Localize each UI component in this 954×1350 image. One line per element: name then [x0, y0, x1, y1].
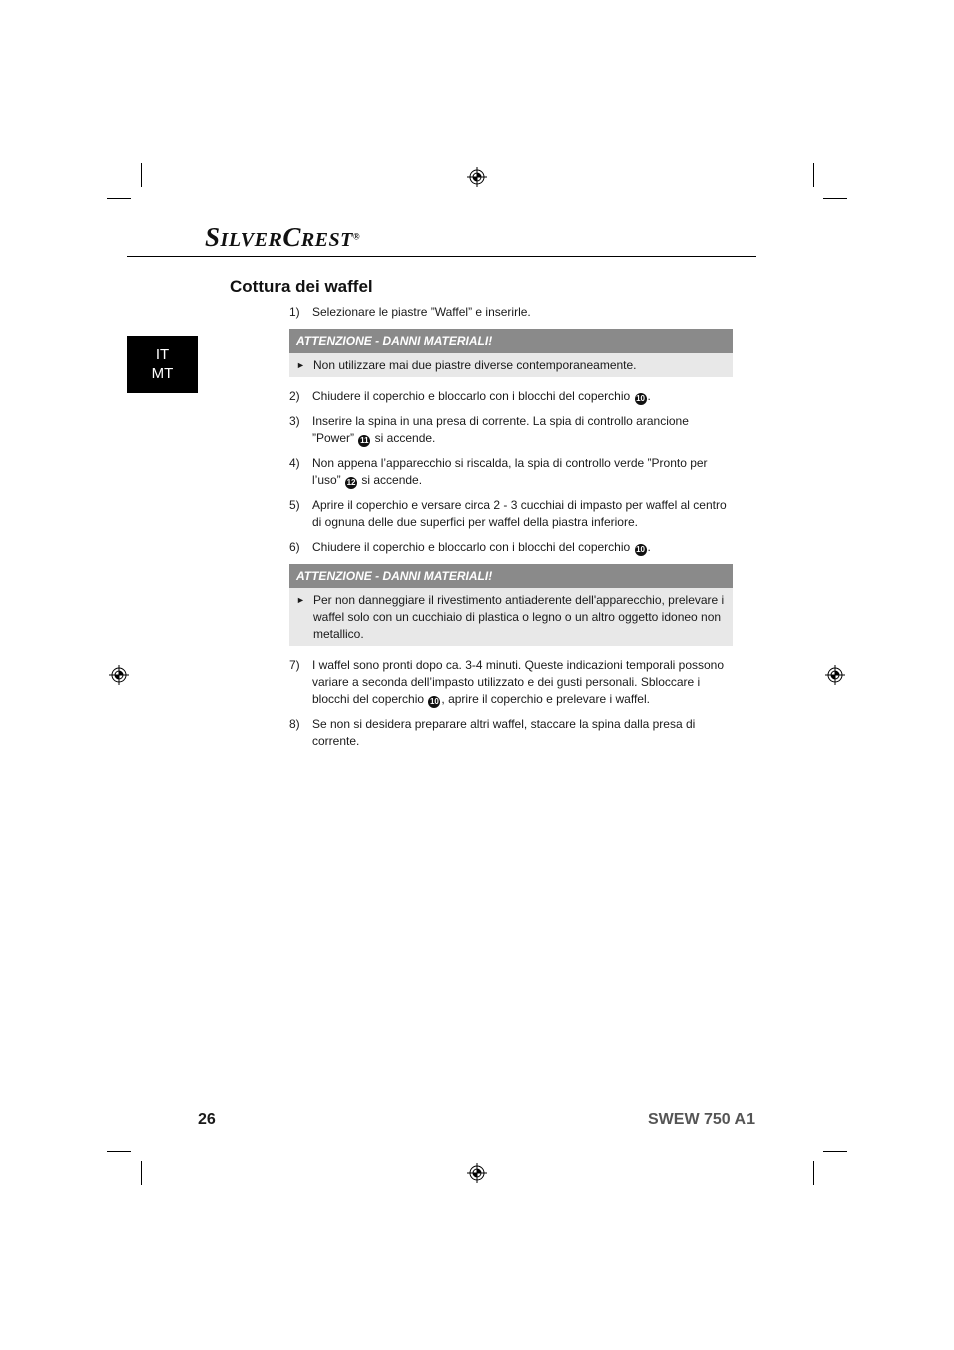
step-item — [289, 455, 733, 489]
warning-body — [289, 588, 733, 646]
warning-heading: ATTENZIONE - DANNI MATERIALI! — [289, 564, 733, 588]
step-text-part: , aprire il coperchio e prelevare i waffel. — [441, 692, 650, 706]
registration-mark-icon — [467, 1163, 487, 1183]
logo-letter: C — [282, 222, 301, 252]
crop-mark — [107, 1151, 131, 1152]
step-text-part: I waffel sono pronti dopo ca. 3-4 minuti. Queste indicazioni temporali possono variare a seconda dell’impasto utilizzato e dei gusti personali. Sbloccare i blocchi del coperchio — [312, 658, 725, 706]
part-reference-icon: 12 — [346, 478, 356, 487]
part-reference-icon: 10 — [429, 697, 439, 706]
step-item — [289, 657, 733, 708]
step-text: Selezionare le piastre ”Waffel” e inserirle. — [312, 305, 531, 319]
language-code: IT — [155, 346, 170, 363]
crop-mark — [823, 198, 847, 199]
crop-mark — [141, 163, 142, 187]
crop-mark — [107, 198, 131, 199]
registration-mark-icon — [109, 665, 129, 685]
warning-heading: ATTENZIONE - DANNI MATERIALI! — [289, 329, 733, 353]
step-number: 3) — [289, 414, 300, 428]
warning-body — [289, 353, 733, 377]
logo-text: ILVER — [220, 229, 283, 251]
crop-mark — [823, 1151, 847, 1152]
part-reference-icon: 10 — [636, 394, 645, 403]
step-text — [312, 539, 733, 556]
arrow-bullet-icon: ► — [296, 595, 305, 605]
arrow-bullet-icon: ► — [296, 360, 305, 370]
brand-logo — [205, 222, 360, 253]
part-reference-icon: 10 — [636, 545, 645, 554]
crop-mark — [813, 1161, 814, 1185]
step-text-part: Inserire la spina in una presa di corrente. La spia di controllo arancione ”Power” — [312, 414, 689, 445]
logo-letter: S — [205, 222, 221, 252]
language-tab — [127, 336, 198, 393]
section-title: Cottura dei waffel — [230, 277, 373, 296]
registration-mark-icon — [467, 167, 487, 187]
step-text — [312, 388, 733, 405]
logo-text: REST — [300, 229, 353, 251]
instructions — [289, 304, 733, 758]
step-text — [312, 455, 733, 489]
step-number: 2) — [289, 389, 300, 403]
header-divider — [127, 256, 756, 257]
warning-text: Non utilizzare mai due piastre diverse contemporaneamente. — [313, 358, 637, 372]
part-reference-icon: 11 — [360, 436, 369, 445]
registered-mark: ® — [352, 231, 361, 242]
step-number: 7) — [289, 658, 300, 672]
step-text-part: Chiudere il coperchio e bloccarlo con i blocchi del coperchio — [312, 389, 634, 403]
step-item — [289, 539, 733, 556]
warning-text: Per non danneggiare il rivestimento antiaderente dell'apparecchio, prelevare i waffel solo con un cucchiaio di plastica o legno o un altro oggetto idoneo non metallico. — [313, 593, 725, 641]
warning-box — [289, 564, 733, 646]
step-text-part: si accende. — [371, 431, 436, 445]
registration-mark-icon — [825, 665, 845, 685]
step-text-part: . — [647, 540, 651, 554]
step-text-part: . — [647, 389, 651, 403]
step-item — [289, 388, 733, 405]
step-item — [289, 716, 733, 750]
step-number: 6) — [289, 540, 300, 554]
step-text: Se non si desidera preparare altri waffel, staccare la spina dalla presa di corrente. — [312, 717, 696, 748]
warning-box — [289, 329, 733, 377]
step-item — [289, 304, 733, 321]
step-number: 5) — [289, 498, 300, 512]
step-number: 1) — [289, 305, 300, 319]
crop-mark — [141, 1161, 142, 1185]
step-text: Aprire il coperchio e versare circa 2 - 3 cucchiai di impasto per waffel al centro di ognuna delle due superfici per waffel della piastra inferiore. — [312, 498, 727, 529]
language-code: MT — [151, 365, 174, 382]
step-text-part: si accende. — [358, 473, 423, 487]
step-text-part: Non appena l’apparecchio si riscalda, la spia di controllo verde ”Pronto per l’uso” — [312, 456, 708, 487]
crop-mark — [813, 163, 814, 187]
step-text — [312, 657, 733, 708]
model-number: SWEW 750 A1 — [648, 1111, 755, 1128]
step-item — [289, 497, 733, 531]
step-number: 4) — [289, 456, 300, 470]
step-text — [312, 413, 733, 447]
step-item — [289, 413, 733, 447]
step-text-part: Chiudere il coperchio e bloccarlo con i blocchi del coperchio — [312, 540, 634, 554]
step-number: 8) — [289, 717, 300, 731]
page-number: 26 — [198, 1111, 216, 1128]
